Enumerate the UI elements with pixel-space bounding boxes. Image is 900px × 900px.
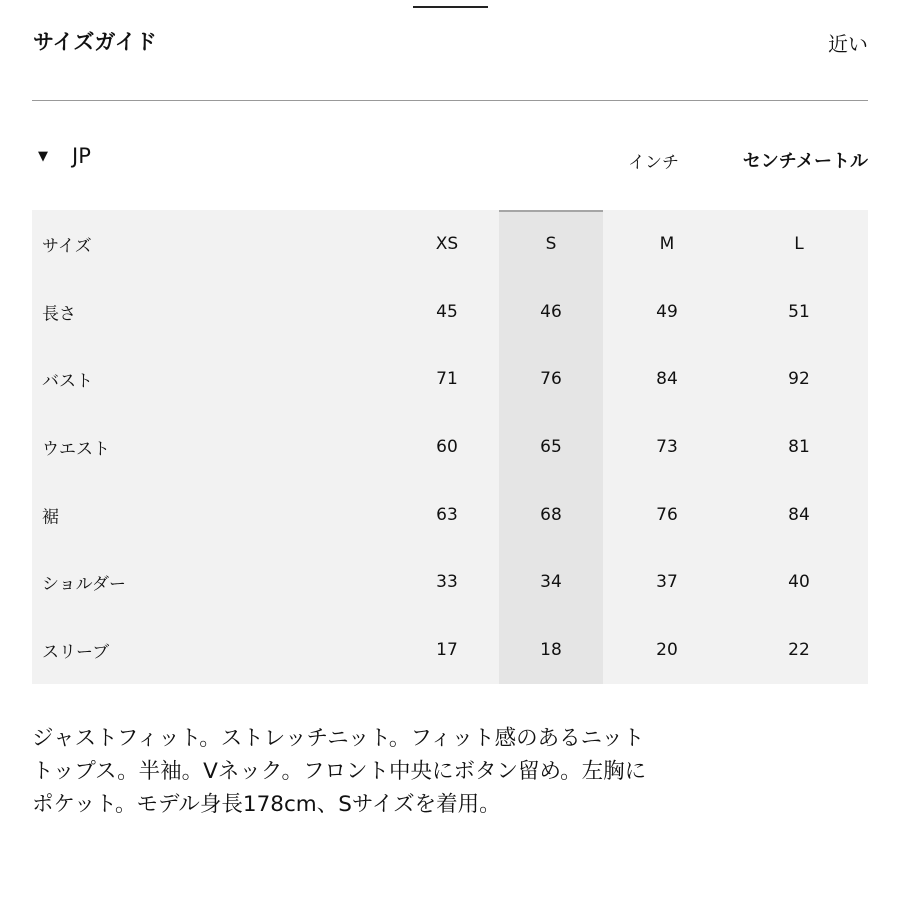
divider xyxy=(32,100,868,101)
cell-value: 63 xyxy=(436,504,458,525)
table-header-row xyxy=(32,210,868,278)
size-header[interactable]: S xyxy=(545,233,557,254)
cell-value: 65 xyxy=(540,436,562,457)
row-label: ウエスト xyxy=(42,439,110,460)
cell-value: 68 xyxy=(540,504,562,525)
row-label: 長さ xyxy=(42,304,76,325)
row-label: ショルダー xyxy=(42,574,126,595)
table-row xyxy=(32,481,868,549)
cell-value: 76 xyxy=(540,369,562,390)
cell-value: 84 xyxy=(656,369,678,390)
cell-value: 20 xyxy=(656,640,678,661)
caret-down-icon: ▼ xyxy=(38,148,48,164)
table-row xyxy=(32,345,868,413)
cell-value: 92 xyxy=(788,369,810,390)
cell-value: 71 xyxy=(436,369,458,390)
row-label: サイズ xyxy=(42,236,92,257)
unit-inch-toggle[interactable]: インチ xyxy=(628,153,679,173)
table-row xyxy=(32,549,868,617)
cell-value: 45 xyxy=(436,301,458,322)
cell-value: 60 xyxy=(436,436,458,457)
cell-value: 22 xyxy=(788,640,810,661)
table-row xyxy=(32,413,868,481)
cell-value: 40 xyxy=(788,572,810,593)
close-button[interactable]: 近い xyxy=(828,32,868,56)
cell-value: 73 xyxy=(656,436,678,457)
table-row xyxy=(32,616,868,684)
unit-cm-toggle[interactable]: センチメートル xyxy=(742,151,868,172)
row-label: スリーブ xyxy=(42,642,110,663)
description-line: ポケット。モデル身長178cm、Sサイズを着用。 xyxy=(32,792,501,817)
page-title: サイズガイド xyxy=(33,30,157,54)
size-table xyxy=(32,210,868,684)
size-header[interactable]: L xyxy=(794,233,804,254)
table-row xyxy=(32,278,868,346)
description-line: トップス。半袖。Vネック。フロント中央にボタン留め。左胸に xyxy=(32,759,647,784)
description-line: ジャストフィット。ストレッチニット。フィット感のあるニット xyxy=(32,726,645,751)
size-header[interactable]: XS xyxy=(435,233,459,254)
cell-value: 37 xyxy=(656,572,678,593)
cell-value: 33 xyxy=(436,572,458,593)
product-description xyxy=(32,722,646,821)
cell-value: 49 xyxy=(656,301,678,322)
drag-handle[interactable] xyxy=(413,6,488,8)
cell-value: 81 xyxy=(788,436,810,457)
region-label: JP xyxy=(72,144,91,168)
cell-value: 46 xyxy=(540,301,562,322)
cell-value: 17 xyxy=(436,640,458,661)
region-selector[interactable] xyxy=(38,144,91,168)
cell-value: 51 xyxy=(788,301,810,322)
cell-value: 76 xyxy=(656,504,678,525)
row-label: 裾 xyxy=(42,507,59,528)
cell-value: 18 xyxy=(540,640,562,661)
row-label: バスト xyxy=(42,371,93,392)
cell-value: 34 xyxy=(540,572,562,593)
size-header[interactable]: M xyxy=(659,233,675,254)
cell-value: 84 xyxy=(788,504,810,525)
